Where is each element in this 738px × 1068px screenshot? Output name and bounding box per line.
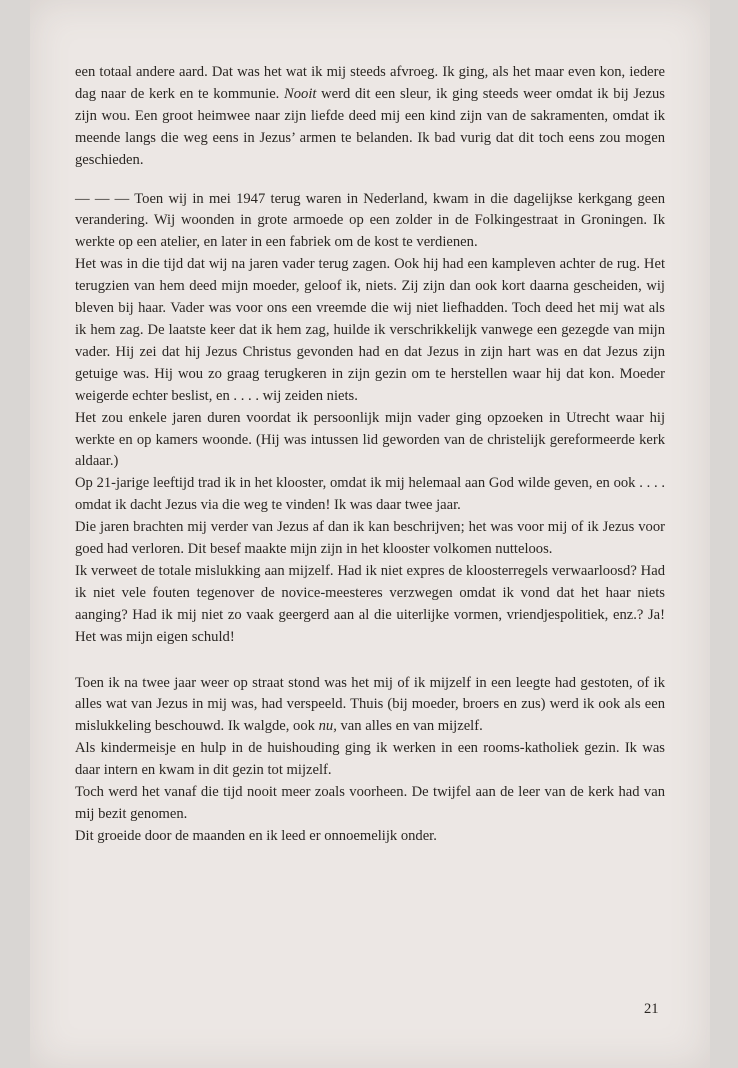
text-run: Op 21-jarige leeftijd trad ik in het klooster, omdat ik mij helemaal aan God wilde geven, en ook . . . . omdat ik dacht Jezus via die weg te vinden! Ik was daar twee jaar.	[75, 475, 665, 514]
text-run: — — — Toen wij in mei 1947 terug waren in Nederland, kwam in die dagelijkse kerkgang geen verandering. Wij woonden in grote armoede op een zolder in de Folkingestraat in Groningen. Ik werkte op een atelier, en later in een fabriek om de kost te verdienen.	[75, 190, 665, 251]
paragraph-8	[75, 673, 665, 739]
text-run: Het was in die tijd dat wij na jaren vader terug zagen. Ook hij had een kampleven achter de rug. Het terugzien van hem deed mijn moeder, geloof ik, niets. Zij zijn dan ook kort daarna gescheiden, wij bleven bij haar. Vader was voor ons een vreemde die wij niet liefhadden. Toch deed het mij wat als ik hem zag. De laatste keer dat ik hem zag, huilde ik verschrikkelijk vanwege een gezegde van mijn vader. Hij zei dat hij Jezus Christus gevonden had en dat Jezus in zijn hart was en dat Jezus zijn getuige was. Hij wou zo graag terugkeren in zijn gezin om te herstellen waar hij dat kon. Moeder weigerde echter beslist, en . . . . wij zeiden niets.	[75, 256, 665, 404]
paragraph-7	[75, 561, 665, 649]
paragraph-1	[75, 62, 665, 172]
italic-text-run: nu,	[318, 718, 337, 735]
body-text	[75, 62, 665, 848]
text-run: Dit groeide door de maanden en ik leed er onnoemelijk onder.	[75, 827, 437, 844]
page-number: 21	[644, 1001, 659, 1017]
paragraph-11	[75, 826, 665, 848]
italic-text-run: Nooit	[284, 85, 317, 102]
text-run: Die jaren brachten mij verder van Jezus af dan ik kan beschrijven; het was voor mij of ik Jezus voor goed had verloren. Dit besef maakte mijn zijn in het klooster volkomen nutteloos.	[75, 519, 665, 558]
text-run: Toch werd het vanaf die tijd nooit meer zoals voorheen. De twijfel aan de leer van de kerk had van mij bezit genomen.	[75, 784, 665, 822]
text-run: Het zou enkele jaren duren voordat ik persoonlijk mijn vader ging opzoeken in Utrecht waar hij werkte en op kamers woonde. (Hij was intussen lid geworden van de christelijk gereformeerde kerk aldaar.)	[75, 409, 665, 470]
text-run: van alles en van mijzelf.	[336, 718, 483, 735]
text-run: Toen ik na twee jaar weer op straat stond was het mij of ik mijzelf in een leegte had gestoten, of ik alles wat van Jezus in mij was, had verspeeld. Thuis (bij moeder, broers en zus) werd ik ook als een mislukkeling beschouwd. Ik walgde, ook	[75, 674, 665, 735]
text-run: een totaal andere aard. Dat was het wat ik mij steeds afvroeg. Ik ging, als het maar even kon, iedere dag naar de kerk en te kommunie.	[75, 64, 665, 102]
text-run: Als kindermeisje en hulp in de huishouding ging ik werken in een rooms-katholiek gezin. Ik was daar intern en kwam in dit gezin tot mijzelf.	[75, 740, 665, 779]
paragraph-gap	[75, 172, 665, 189]
paragraph-2	[75, 189, 665, 255]
paragraph-9	[75, 738, 665, 782]
paragraph-6	[75, 517, 665, 561]
paragraph-gap	[75, 649, 665, 673]
text-run: werd dit een sleur, ik ging steeds weer omdat ik bij Jezus zijn wou. Een groot heimwee naar zijn liefde deed mij een kind zijn van de sakramenten, omdat ik meende langs die weg eens in Jezus’ armen te belanden. Ik bad vurig dat dit toch eens zou mogen geschieden.	[75, 85, 665, 168]
book-page	[30, 0, 710, 1068]
paragraph-5	[75, 473, 665, 517]
paragraph-10	[75, 782, 665, 826]
text-run: Ik verweet de totale mislukking aan mijzelf. Had ik niet expres de kloosterregels verwaarloosd? Had ik niet vele fouten tegenover de novice-meesteres verzwegen omdat ik vond dat het haar niets aanging? Had ik mij niet zo vaak geergerd aan al die uiterlijke vormen, vriendjespolitiek, enz.? Ja! Het was mijn eigen schuld!	[75, 562, 665, 645]
paragraph-4	[75, 408, 665, 474]
paragraph-3	[75, 254, 665, 407]
